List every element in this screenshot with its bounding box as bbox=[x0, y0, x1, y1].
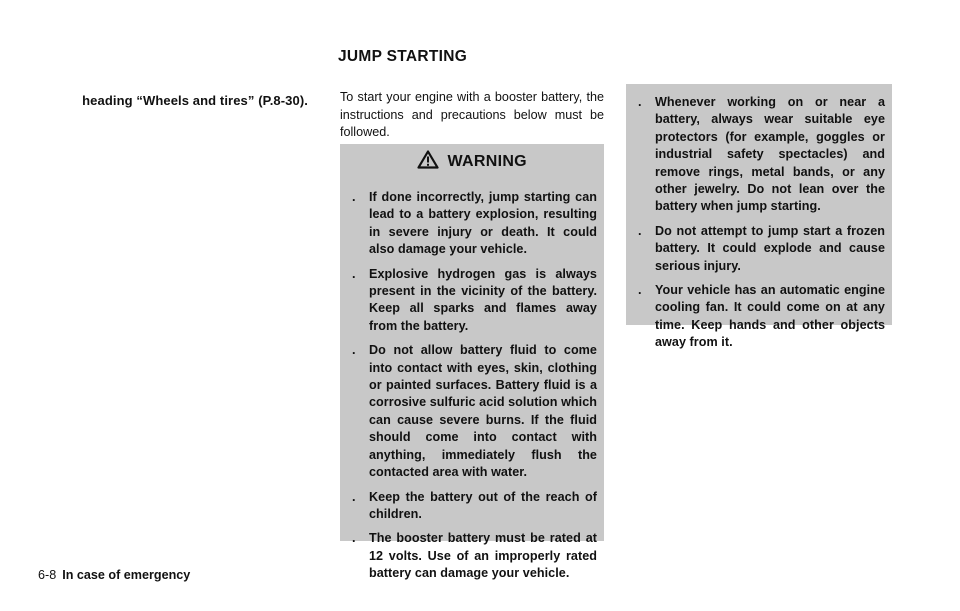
warning-item-text: Do not attempt to jump start a frozen battery. It could explode and cause serious injury. bbox=[655, 223, 885, 273]
warning-item-text: Do not allow battery fluid to come into contact with eyes, skin, clothing or painted surfaces. Battery fluid is a corrosive sulfuric acid solution which can cause severe burns. If the fluid should come into contact with anything, immediately flush the contacted area with water. bbox=[369, 343, 597, 480]
warning-item: . If done incorrectly, jump starting can lead to a battery explosion, resulting in severe injury or death. It could also damage your vehicle. bbox=[352, 190, 597, 257]
intro-paragraph: To start your engine with a booster battery, the instructions and precautions below must be followed. bbox=[340, 90, 604, 139]
warning-item: . Whenever working on or near a battery, always wear suitable eye protectors (for example, goggles or industrial safety spectacles) and remove rings, metal bands, or any other jewelry. Do not lean over the battery when jump starting. bbox=[638, 95, 885, 214]
warning-item-text: The booster battery must be rated at 12 volts. Use of an improperly rated battery can damage your vehicle. bbox=[369, 531, 597, 581]
warning-box-continued bbox=[626, 84, 892, 350]
warning-box bbox=[340, 144, 604, 581]
warning-item: . The booster battery must be rated at 12 volts. Use of an improperly rated battery can damage your vehicle. bbox=[352, 531, 597, 581]
warning-list-continued bbox=[638, 94, 885, 359]
warning-item: . Your vehicle has an automatic engine cooling fan. It could come on at any time. Keep hands and other objects away from it. bbox=[638, 283, 885, 350]
warning-item: . Keep the battery out of the reach of children. bbox=[352, 489, 597, 521]
warning-title: WARNING bbox=[447, 152, 527, 170]
continued-paragraph: heading “Wheels and tires” (P.8-30). bbox=[82, 93, 308, 108]
warning-item: . Explosive hydrogen gas is always present in the vicinity of the battery. Keep all sparks and flames away from the battery. bbox=[352, 266, 597, 333]
chapter-title: In case of emergency bbox=[62, 568, 191, 582]
warning-item: . Do not allow battery fluid to come into contact with eyes, skin, clothing or painted surfaces. Battery fluid is a corrosive sulfuric acid solution which can cause severe burns. If the fluid should come into contact with anything, immediately flush the contacted area with water. bbox=[352, 343, 597, 480]
warning-header bbox=[340, 152, 604, 180]
page-footer bbox=[38, 568, 190, 582]
warning-item-text: Explosive hydrogen gas is always present in the vicinity of the battery. Keep all sparks and flames away from the battery. bbox=[369, 266, 597, 333]
warning-item-text: Keep the battery out of the reach of children. bbox=[369, 489, 597, 521]
warning-triangle-icon bbox=[417, 150, 439, 169]
section-heading: JUMP STARTING bbox=[338, 48, 468, 65]
warning-item: . Do not attempt to jump start a frozen battery. It could explode and cause serious injury. bbox=[638, 223, 885, 273]
warning-item-text: Whenever working on or near a battery, always wear suitable eye protectors (for example, goggles or industrial safety spectacles) and remove rings, metal bands, or any other jewelry. Do not lean over the battery when jump starting. bbox=[655, 95, 885, 214]
page-number: 6-8 bbox=[38, 568, 57, 582]
warning-item-text: If done incorrectly, jump starting can lead to a battery explosion, resulting in severe injury or death. It could also damage your vehicle. bbox=[369, 190, 597, 257]
warning-list bbox=[352, 189, 597, 590]
warning-item-text: Your vehicle has an automatic engine cooling fan. It could come on at any time. Keep hands and other objects away from it. bbox=[655, 283, 885, 350]
